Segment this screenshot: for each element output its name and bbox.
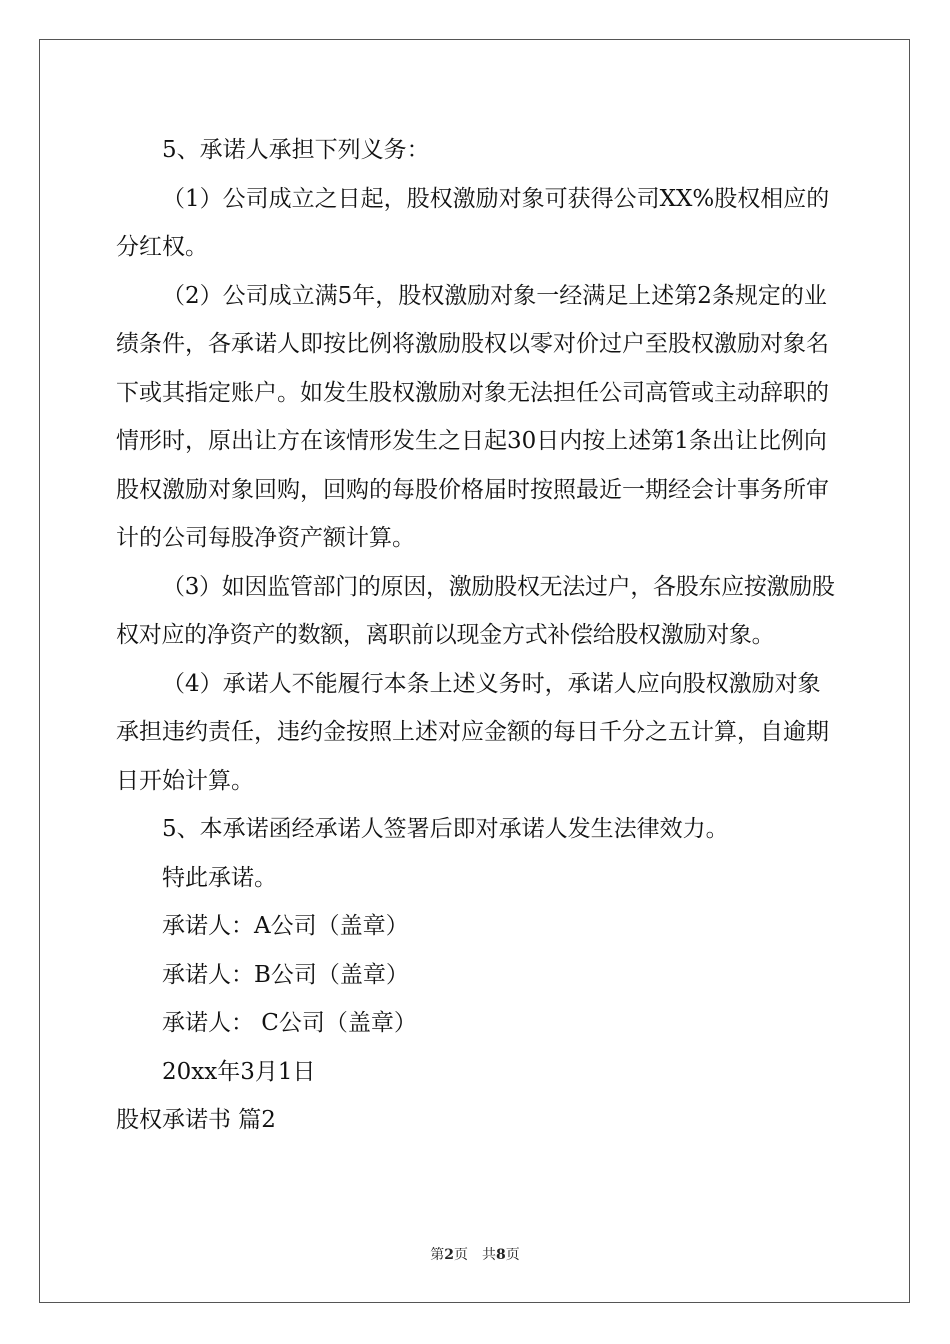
footer-total-pages: 8 xyxy=(496,1247,506,1263)
signature-line-c: 承诺人： C公司（盖章） xyxy=(162,1010,417,1036)
signature-line-a: 承诺人：A公司（盖章） xyxy=(162,913,409,939)
document-body xyxy=(116,126,838,1145)
paragraph-obligation-3: （3）如因监管部门的原因，激励股权无法过户，各股东应按激励股权对应的净资产的数额，离职前以现金方式补偿给股权激励对象。 xyxy=(116,573,835,648)
footer-mid: 页 共 xyxy=(454,1247,496,1263)
paragraph-hereby-promise: 特此承诺。 xyxy=(162,864,277,891)
page-footer xyxy=(0,1244,950,1264)
paragraph-obligations-heading: 5、承诺人承担下列义务： xyxy=(162,137,430,163)
footer-prefix: 第 xyxy=(430,1247,445,1263)
paragraph-legal-effect: 5、本承诺函经承诺人签署后即对承诺人发生法律效力。 xyxy=(162,816,729,842)
signature-date: 20xx年3月1日 xyxy=(162,1058,316,1085)
paragraph-obligation-4: （4）承诺人不能履行本条上述义务时，承诺人应向股权激励对象承担违约责任，违约金按照上述对应金额的每日千分之五计算，自逾期日开始计算。 xyxy=(116,670,829,794)
paragraph-obligation-2: （2）公司成立满5年，股权激励对象一经满足上述第2条规定的业绩条件，各承诺人即按比例将激励股权以零对价过户至股权激励对象名下或其指定账户。如发生股权激励对象无法担任公司高管或主动辞职的情形时，原出让方在该情形发生之日起30日内按上述第1条出让比例向股权激励对象回购，回购的每股价格届时按照最近一期经会计事务所审计的公司每股净资产额计算。 xyxy=(116,282,829,551)
signature-line-b: 承诺人：B公司（盖章） xyxy=(162,961,409,988)
footer-page-number: 2 xyxy=(444,1247,454,1263)
paragraph-obligation-1: （1）公司成立之日起，股权激励对象可获得公司XX%股权相应的分红权。 xyxy=(116,185,830,260)
section-title-part-2: 股权承诺书 篇2 xyxy=(116,1107,276,1133)
footer-suffix: 页 xyxy=(505,1247,520,1263)
